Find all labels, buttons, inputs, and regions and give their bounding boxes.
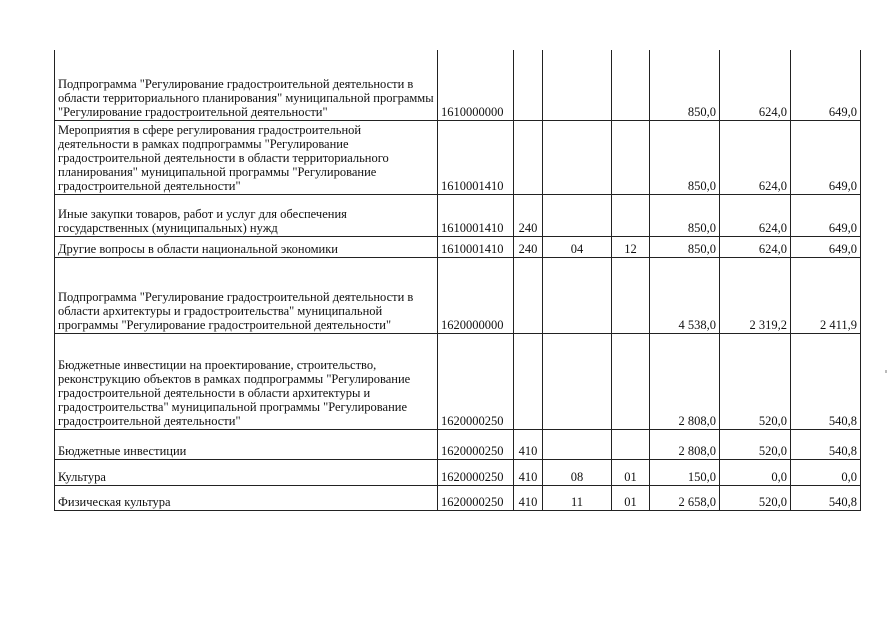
row-section: 08 [543, 459, 612, 485]
budget-table [54, 50, 861, 511]
row-amount-3: 649,0 [791, 236, 861, 257]
row-amount-2: 520,0 [720, 429, 791, 459]
table-row [55, 194, 861, 236]
row-target-code: 1610001410 [438, 194, 514, 236]
row-section [543, 50, 612, 120]
row-amount-1: 850,0 [650, 236, 720, 257]
row-target-code: 1620000250 [438, 485, 514, 510]
row-subsection: 12 [612, 236, 650, 257]
row-amount-1: 2 808,0 [650, 429, 720, 459]
row-subsection: 01 [612, 459, 650, 485]
row-amount-3: 649,0 [791, 50, 861, 120]
row-amount-2: 624,0 [720, 236, 791, 257]
row-section [543, 120, 612, 194]
row-name: Бюджетные инвестиции на проектирование, строительство, реконструкцию объектов в рамках подпрограммы "Регулирование градостроительной деятельности в области архитектуры и градостроительства" муниципальной программы "Регулирование градостроительной деятельности" [55, 333, 438, 429]
row-section [543, 257, 612, 333]
table-row [55, 333, 861, 429]
table-row [55, 236, 861, 257]
row-amount-3: 649,0 [791, 194, 861, 236]
row-target-code: 1620000250 [438, 333, 514, 429]
row-expense-type: 410 [514, 459, 543, 485]
row-amount-1: 2 808,0 [650, 333, 720, 429]
row-name: Другие вопросы в области национальной экономики [55, 236, 438, 257]
row-amount-3: 540,8 [791, 333, 861, 429]
row-subsection [612, 194, 650, 236]
row-amount-2: 2 319,2 [720, 257, 791, 333]
row-amount-2: 520,0 [720, 333, 791, 429]
row-amount-1: 850,0 [650, 194, 720, 236]
row-amount-2: 624,0 [720, 50, 791, 120]
row-name: Культура [55, 459, 438, 485]
table-row [55, 257, 861, 333]
row-amount-1: 850,0 [650, 120, 720, 194]
table-row [55, 485, 861, 510]
row-target-code: 1620000000 [438, 257, 514, 333]
row-subsection [612, 120, 650, 194]
row-name: Бюджетные инвестиции [55, 429, 438, 459]
row-target-code: 1610001410 [438, 120, 514, 194]
row-name: Мероприятия в сфере регулирования градостроительной деятельности в рамках подпрограммы "Регулирование градостроительной деятельности в области территориального планирования" муниципальной программы "Регулирование градостроительной деятельности" [55, 120, 438, 194]
row-expense-type [514, 50, 543, 120]
row-section [543, 333, 612, 429]
row-subsection [612, 429, 650, 459]
table-row [55, 429, 861, 459]
row-name: Подпрограмма "Регулирование градостроительной деятельности в области территориального планирования" муниципальной программы "Регулирование градостроительной деятельности" [55, 50, 438, 120]
row-section: 11 [543, 485, 612, 510]
row-amount-1: 4 538,0 [650, 257, 720, 333]
table-row [55, 50, 861, 120]
row-name: Иные закупки товаров, работ и услуг для обеспечения государственных (муниципальных) нужд [55, 194, 438, 236]
row-amount-1: 150,0 [650, 459, 720, 485]
row-expense-type: 410 [514, 485, 543, 510]
row-amount-3: 2 411,9 [791, 257, 861, 333]
row-name: Физическая культура [55, 485, 438, 510]
row-name: Подпрограмма "Регулирование градостроительной деятельности в области архитектуры и градостроительства" муниципальной программы "Регулирование градостроительной деятельности" [55, 257, 438, 333]
row-expense-type: 240 [514, 194, 543, 236]
row-expense-type: 410 [514, 429, 543, 459]
row-subsection [612, 257, 650, 333]
scan-speck [885, 370, 887, 373]
table-row [55, 459, 861, 485]
row-section [543, 194, 612, 236]
row-expense-type: 240 [514, 236, 543, 257]
row-amount-1: 850,0 [650, 50, 720, 120]
row-target-code: 1620000250 [438, 429, 514, 459]
row-amount-3: 540,8 [791, 485, 861, 510]
row-expense-type [514, 333, 543, 429]
row-amount-2: 624,0 [720, 194, 791, 236]
row-target-code: 1610000000 [438, 50, 514, 120]
row-amount-3: 649,0 [791, 120, 861, 194]
row-target-code: 1610001410 [438, 236, 514, 257]
row-subsection [612, 50, 650, 120]
row-amount-1: 2 658,0 [650, 485, 720, 510]
row-expense-type [514, 257, 543, 333]
row-amount-3: 0,0 [791, 459, 861, 485]
row-section: 04 [543, 236, 612, 257]
row-amount-3: 540,8 [791, 429, 861, 459]
row-target-code: 1620000250 [438, 459, 514, 485]
row-subsection [612, 333, 650, 429]
row-section [543, 429, 612, 459]
row-amount-2: 624,0 [720, 120, 791, 194]
row-expense-type [514, 120, 543, 194]
table-row [55, 120, 861, 194]
row-subsection: 01 [612, 485, 650, 510]
row-amount-2: 520,0 [720, 485, 791, 510]
row-amount-2: 0,0 [720, 459, 791, 485]
